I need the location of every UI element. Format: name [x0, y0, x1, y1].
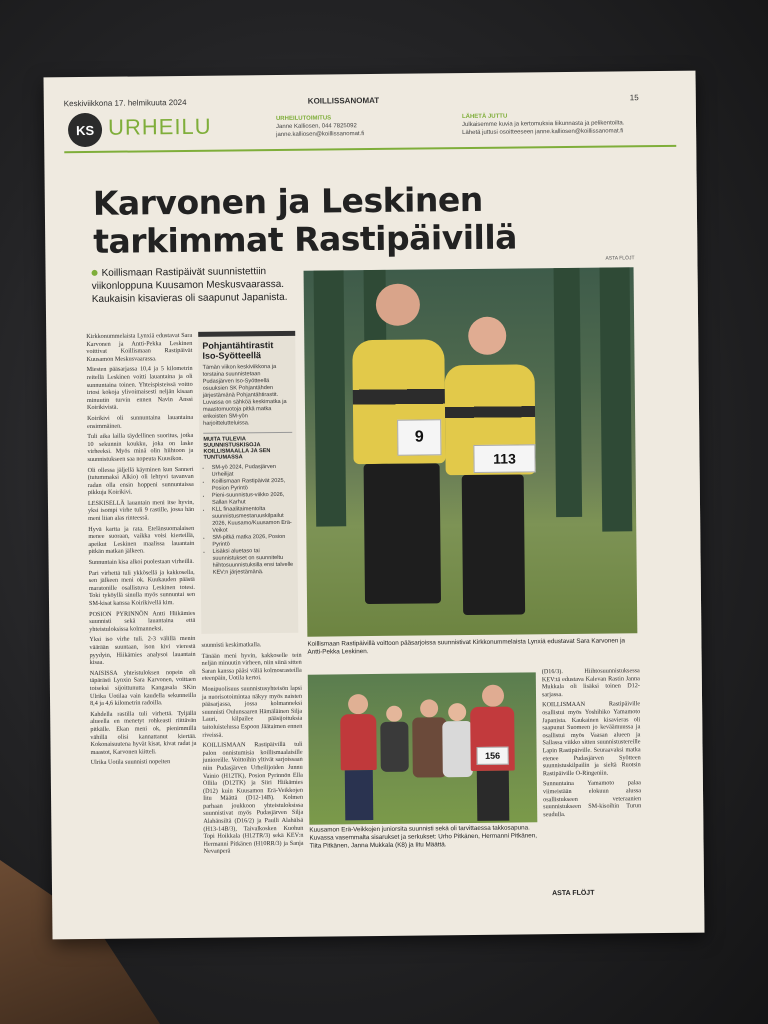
- article-column-3: [542, 667, 642, 821]
- junior-shirt: [380, 722, 409, 772]
- runner-legs: [462, 474, 525, 615]
- sidebar-list-item: • Pieni-suunnistus-viikko 2026, Sallan Karhut: [212, 492, 293, 507]
- article-paragraph: KOILLISMAAN Rastipäiville osallistui myös Yoshihiko Yamamoto Japanista. Kaukainen kisavieras oli saapunut Suomeen jo keväämuussa ja osallistui myös Vaasan alueen ja Sallassa viikko sitten suunnistustereille Lapin Rastipäiville. Seuraavaksi matka etenee Pudasjärven Syötteen suunnistuskilpailin ja sieltä Ruotsin Rastipäiville O-Ringeniin.: [542, 700, 641, 777]
- sidebar-list-item: • KLL finaalitaimentolta suunnistusmestaruuskilpailut 2026, Kuusamo/Kuusamon Erä-Veikot: [212, 506, 293, 535]
- submit-story-contact: [462, 111, 652, 137]
- header-rule: [64, 145, 676, 153]
- article-paragraph: NAISISSA yhteistuloksen nopein oli täpärästi Lynxin Sara Karvonen, voittaen toiseksi sijoittunutta Kangasala SKin Ulrika Uotilaa vain kaudella sekunneilla 8,4 ja 4,6 kilometrin radoilla.: [89, 668, 197, 708]
- junior-legs: [345, 770, 374, 820]
- contact-line: Lähetä juttusi osoitteeseen janne.kalliosen@koillissanomat.fi: [462, 128, 624, 137]
- sidebar-title: Pohjantähtirastit Iso-Syötteellä: [202, 340, 274, 361]
- bib-number: 156: [477, 747, 509, 765]
- sidebar-list-item: • SM-yö 2024, Pudasjärven Urheilijat: [212, 464, 293, 479]
- tree: [314, 270, 347, 526]
- ks-logo: KS: [68, 113, 102, 147]
- article-paragraph: Miesten pääsarjassa 10,4 ja 5 kilometrin reitellä Leskinen voitti lauantaina ja oli sunnuntaina toinen. Yhteispisteissä voitto irtosi kokoja ylivoimaisesti neljän kisaan minuutin turvin ennen Navin Anssi Koirikivistä.: [86, 365, 193, 412]
- headline: Karvonen ja Leskinen tarkimmat Rastipäivillä: [92, 179, 518, 261]
- sidebar-intro: Tämän viikon keskiviikkona ja torstaina suunnistetaan Pudasjärven Iso-Syötteellä osuuksien SK Pohjantähden järjestämänä Pohjantähtirastit. Luvassa on sähköä keskimatka ja maastomuotoja pitkä matka erikoisten SM-yön harjoittelutteluissa.: [202, 364, 287, 427]
- tree: [600, 267, 633, 531]
- article-paragraph: Sunnuntaina Yamamoto palaa viimeistään elokuun alussa osallistukseen veteraanien suunnistukseen SM-kisoihin Turun seudulla.: [542, 779, 642, 818]
- article-paragraph: Ulrika Uotila suunnisti nopeiten: [90, 758, 171, 767]
- bib-number: 113: [473, 444, 535, 473]
- dateline: Keskiviikkona 17. helmikuuta 2024: [63, 97, 187, 109]
- junior-head: [420, 699, 438, 717]
- runner-head: [468, 317, 506, 355]
- article-paragraph: Tänään meni hyvin, kakkoselle tein neljän minuutin virheen, niin siinä sitten Saran kanssa pääsi väliä kolmosrasteilla eteenpäin, Uotila kertoi.: [201, 651, 302, 683]
- page-number: 15: [629, 93, 639, 103]
- article-paragraph: Kirkkonummelaista Lynxiä edustavat Sara Karvonen ja Antti-Pekka Leskinen voittivat Koillismaan Rastipäivät Kuusamon Meskusvaarassa.: [86, 331, 193, 363]
- author-signoff: ASTA FLÖJT: [552, 889, 595, 898]
- sidebar-list-item: • Lisäksi aluetaso tai suunnistukset on suunniteltu hiihtosuunnistuksilla ensi talvelle KEV:n järjestämänä.: [212, 548, 293, 577]
- newspaper-page: [44, 71, 705, 940]
- juniors-photo: [308, 672, 538, 824]
- article-paragraph: Hyvä kartta ja rata. Etelänsuomalaisen menee suoraan, vaikka voisi kierteillä, apeikut Leskinen maalissa lauantain pitkän matkan jälkeen.: [88, 524, 195, 556]
- lede: Koillismaan Rastipäivät suunnistettiin viikonloppuna Kuusamon Meskusvaarassa. Kaukaisin kisavieras oli saapunut Japanista.: [91, 265, 291, 306]
- article-column-1: [86, 332, 197, 770]
- publication-name: KOILLISSANOMAT: [307, 95, 380, 106]
- photo-credit: ASTA FLÖJT: [605, 255, 635, 262]
- article-column-2: [201, 641, 303, 859]
- article-paragraph: POSION PYRINNÖN Antti Hiikämies suunnisti sekä lauantaina että yhteistuloksissa kolmanneksi.: [89, 609, 196, 633]
- runner-legs: [364, 463, 441, 604]
- article-paragraph: Kahdella rastilla tuli virhettä. Tyljällä alueella en menetyt rohkeasti riittävän pitkälle. Ekan meni ok, pienimmillä vähillä olisi kannattanut kiertää. Kokonaisuutena hyvät kisat, kivat radat ja maastot, Karvonen kiitteli.: [90, 709, 197, 756]
- junior-shirt: [442, 721, 473, 777]
- article-paragraph: Yksi iso virhe tuli. 2-3 välillä menin väärään suuntaan, ison kivi vierestä pyydyin, Hiikämies analysoi lauantain kisaa.: [89, 635, 196, 667]
- sidebar-box: [198, 331, 298, 634]
- article-paragraph: KOILLISMAAN Rastipäivillä tuli palon onnistumisia koillismaalaisille junioreille. Voittoihin yltivät sarjoissaan niin Pudasjärven Urheilijoiden Junnu Vainio (H12TK), Posion Pyrinnön Ella Ollila (D12TK) ja Siiri Hiikämies (D12) kuin Kuusamon Erä-Veikkojen Iitu Määttä (D12-14B). Kolmen parhaan joukkoon yhteistuloksissa suunnistivat myös Pudasjärven Silja Alahänsiltä (D16/2) ja Paulli Alahälsä (H13-14B/3), Taivalkosken Kuohun Topi Hoikkala (H12TR/3) sekä KEV:n Hermanni Pitkänen (H10RR/3) ja Sanja Nevanperä: [202, 740, 304, 856]
- junior-head: [348, 694, 368, 714]
- article-paragraph: suunnisti keskimatkalla.: [201, 641, 262, 649]
- sports-desk-contact: [276, 113, 426, 139]
- junior-shirt: [340, 714, 377, 770]
- main-photo-caption: Koillismaan Rastipäivillä voittoon pääsarjoissa suunnistivat Kirkkonummelaista Lynxiä edustavat Sara Karvonen ja Antti-Pekka Leskinen.: [307, 637, 626, 656]
- bib-number: 9: [397, 419, 441, 455]
- article-paragraph: Koirikivi oli sunnuntaina lauantaina ensimmäinen.: [87, 413, 194, 430]
- junior-head: [386, 706, 402, 722]
- contact-line: Julkaisemme kuvia ja kertomuksia liikunnasta ja pelikentoilta.: [461, 120, 625, 129]
- juniors-photo-caption: Kuusamon Erä-Veikkojen juniorsita suunnisti sekä oli tarvittaessa takkosapuna. Kuvassa vasemmalta sisarukset ja serkukset: Urho Pitkänen, Hermanni Pitkänen, Tiita Pitkänen, Janna Mukkala (K8) ja Iitu Määttä.: [309, 824, 538, 850]
- sidebar-list: [204, 464, 294, 577]
- tree: [554, 268, 583, 517]
- article-paragraph: Pari virhettä tuli ykkösellä ja kakkosella, sen jälkeen meni ok. Kuukauden päästä maratonille osallistuva Leskinen totesi. Toki tyköyllä sinulla myös sunnuntai sen SM-kisat kanssa Koirikivellä kim.: [88, 568, 195, 607]
- section-title: URHEILU: [107, 113, 212, 140]
- contact-title: LÄHETÄ JUTTU: [461, 113, 508, 121]
- article-paragraph: Monipuolisuus suunnistusyhteisön lapsi ja nuorisotoimintaa näkyy myös naisten pääsarjassa, jossa kolmanneksi suunnisti Oulunsaaren Hämäläinen Silja Lauri, kilpailee pääsijoituksia taitoluistelussa Espoon Jäätaimen ennen riveissä.: [201, 684, 303, 739]
- runner-head: [376, 284, 420, 326]
- article-paragraph: Oli ollessa jäljellä käyminen kun Sanneri (tutummaksi Alkio) oli lehtyvi tavanvan radan olla ensin hoppeni sunnuntaissa pikkuja Koirikivi.: [87, 465, 194, 497]
- contact-line: janne.kalliosen@koillissanomat.fi: [276, 131, 365, 139]
- article-paragraph: Tuli aika lailla täydellinen suoritus, jotka 10 sekunnin koukku, joka on laske virheeksi. Myös minä olin hiihtoon ja suunnistukseen saa nopeuta Kuusikon.: [87, 432, 194, 463]
- article-paragraph: LESKISELLÄ lauantain meni itse hyvin, yksi isompi virhe tuli 9 rastille, jossa hän meni liian alas rinteessä.: [87, 498, 195, 523]
- article-paragraph: Sunnuntain kisa alkoi puolestaan virheillä.: [88, 557, 194, 567]
- contact-line: Janne Kalliosen, 044 7825092: [276, 123, 357, 131]
- junior-legs: [477, 771, 510, 821]
- main-photo: [304, 267, 638, 636]
- junior-head: [482, 685, 504, 707]
- contact-title: URHEILUTOIMITUS: [275, 115, 332, 123]
- sidebar-list-item: • Koillismaan Rastipäivät 2025, Posion Pyrintö: [212, 478, 293, 493]
- article-paragraph: (D16/3). Hiihtosuunnistuksessa KEV:tä edustava Kalevan Rastin Janna Mukkala oli lisäksi toinen D12-sarjassa.: [541, 667, 640, 699]
- junior-head: [448, 703, 466, 721]
- sidebar-subhead: MUITA TULEVIA SUUNNISTUSKISOJA KOILLISMAALLA JA SEN TUNTUMASSA: [203, 432, 292, 461]
- sidebar-list-item: • SM-pitkä matka 2026, Posion Pyrintö: [212, 534, 293, 549]
